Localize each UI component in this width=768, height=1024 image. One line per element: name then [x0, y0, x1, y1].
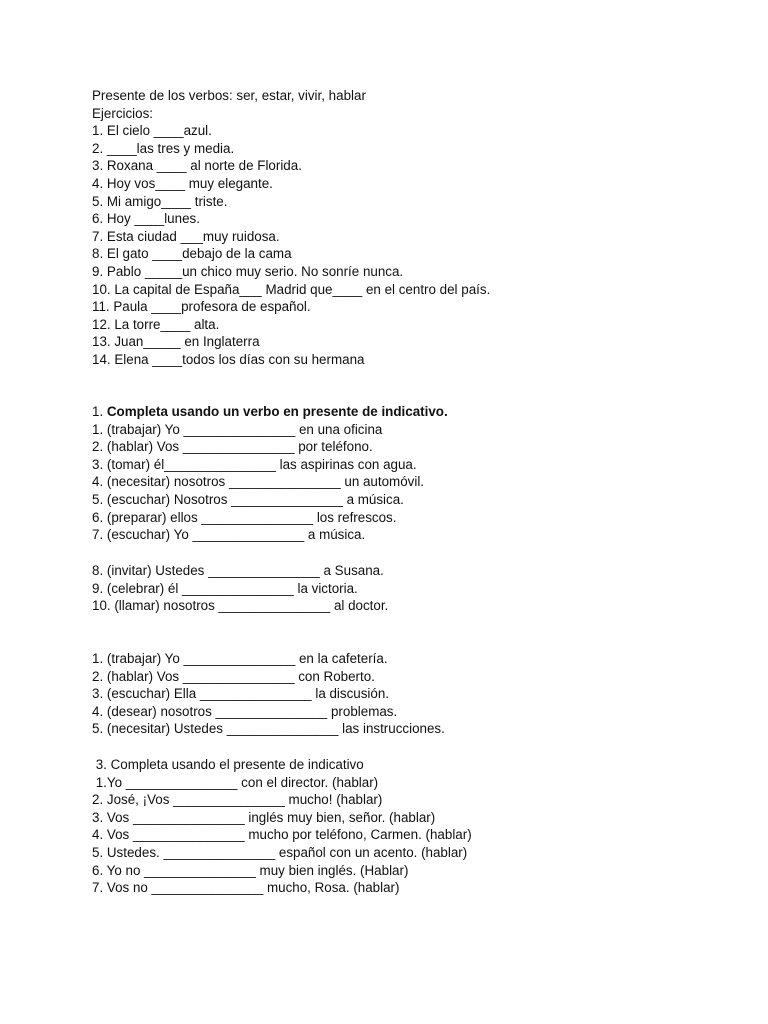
exercise-item: 1. (trabajar) Yo _______________ en la cafetería.: [92, 651, 388, 666]
section-completa-verbo: [92, 403, 732, 544]
exercise-item: 10. La capital de España___ Madrid que____ en el centro del país.: [92, 281, 491, 297]
exercise-item: 4. (necesitar) nosotros _______________ un automóvil.: [92, 474, 425, 490]
exercise-item: 2. (hablar) Vos _______________ por teléfono.: [92, 439, 373, 455]
exercise-item: 6. Hoy ____lunes.: [92, 211, 200, 227]
section-ser-estar: [92, 87, 732, 369]
exercise-item: 1. (trabajar) Yo _______________ en una oficina: [92, 421, 383, 437]
exercise-item: 7. Vos no _______________ mucho, Rosa. (hablar): [92, 880, 400, 896]
exercise-item: 9. (celebrar) él _______________ la victoria.: [92, 580, 358, 596]
exercise-item: 8. El gato ____debajo de la cama: [92, 246, 292, 262]
exercise-item: 1.Yo _______________ con el director. (hablar): [92, 774, 379, 790]
exercise-item: 5. (necesitar) Ustedes _______________ las instrucciones.: [92, 721, 445, 737]
exercise-item: 4. Vos _______________ mucho por teléfono, Carmen. (hablar): [92, 827, 472, 843]
section-completa-presente: [92, 756, 732, 897]
exercise-item: 9. Pablo _____un chico muy serio. No sonríe nunca.: [92, 263, 404, 279]
exercise-item: 3. (escuchar) Ella _______________ la discusión.: [92, 686, 390, 702]
section-heading-text: Completa usando un verbo en presente de indicativo.: [106, 404, 448, 419]
exercise-item: 7. Esta ciudad ___muy ruidosa.: [92, 228, 280, 244]
exercise-item: 2. José, ¡Vos _______________ mucho! (hablar): [92, 792, 383, 808]
section-heading-number: 1.: [92, 404, 107, 419]
exercise-item: 3. Vos _______________ inglés muy bien, señor. (hablar): [92, 809, 436, 825]
exercise-item: 13. Juan_____ en Inglaterra: [92, 334, 260, 350]
exercise-item: 7. (escuchar) Yo _______________ a música.: [92, 527, 366, 543]
exercise-item: 5. (escuchar) Nosotros _______________ a música.: [92, 491, 404, 507]
exercises-label: Ejercicios:: [92, 105, 154, 121]
exercise-item: 14. Elena ____todos los días con su hermana: [92, 351, 365, 367]
exercise-item: 4. Hoy vos____ muy elegante.: [92, 175, 273, 191]
exercise-item: 1. El cielo ____azul.: [92, 123, 212, 139]
section-completa-verbo-continued: [92, 562, 732, 615]
exercise-item: 11. Paula ____profesora de español.: [92, 299, 311, 315]
section-unnamed-exercises: [92, 650, 732, 738]
exercise-item: 12. La torre____ alta.: [92, 316, 220, 332]
worksheet-title: Presente de los verbos: ser, estar, vivir, hablar: [92, 88, 366, 103]
exercise-item: 6. (preparar) ellos _______________ los refrescos.: [92, 509, 397, 525]
exercise-item: 10. (llamar) nosotros _______________ al doctor.: [92, 598, 389, 614]
section-heading: [92, 403, 732, 421]
exercise-item: 5. Ustedes. _______________ español con un acento. (hablar): [92, 844, 468, 860]
section-heading: 3. Completa usando el presente de indicativo: [92, 757, 364, 772]
exercise-item: 8. (invitar) Ustedes _______________ a Susana.: [92, 563, 384, 578]
exercise-item: 6. Yo no _______________ muy bien inglés. (Hablar): [92, 862, 409, 878]
exercise-item: 4. (desear) nosotros _______________ problemas.: [92, 703, 398, 719]
exercise-item: 3. Roxana ____ al norte de Florida.: [92, 158, 302, 174]
exercise-item: 3. (tomar) él_______________ las aspirinas con agua.: [92, 456, 417, 472]
exercise-item: 2. ____las tres y media.: [92, 140, 235, 156]
exercise-item: 5. Mi amigo____ triste.: [92, 193, 228, 209]
exercise-item: 2. (hablar) Vos _______________ con Roberto.: [92, 668, 375, 684]
